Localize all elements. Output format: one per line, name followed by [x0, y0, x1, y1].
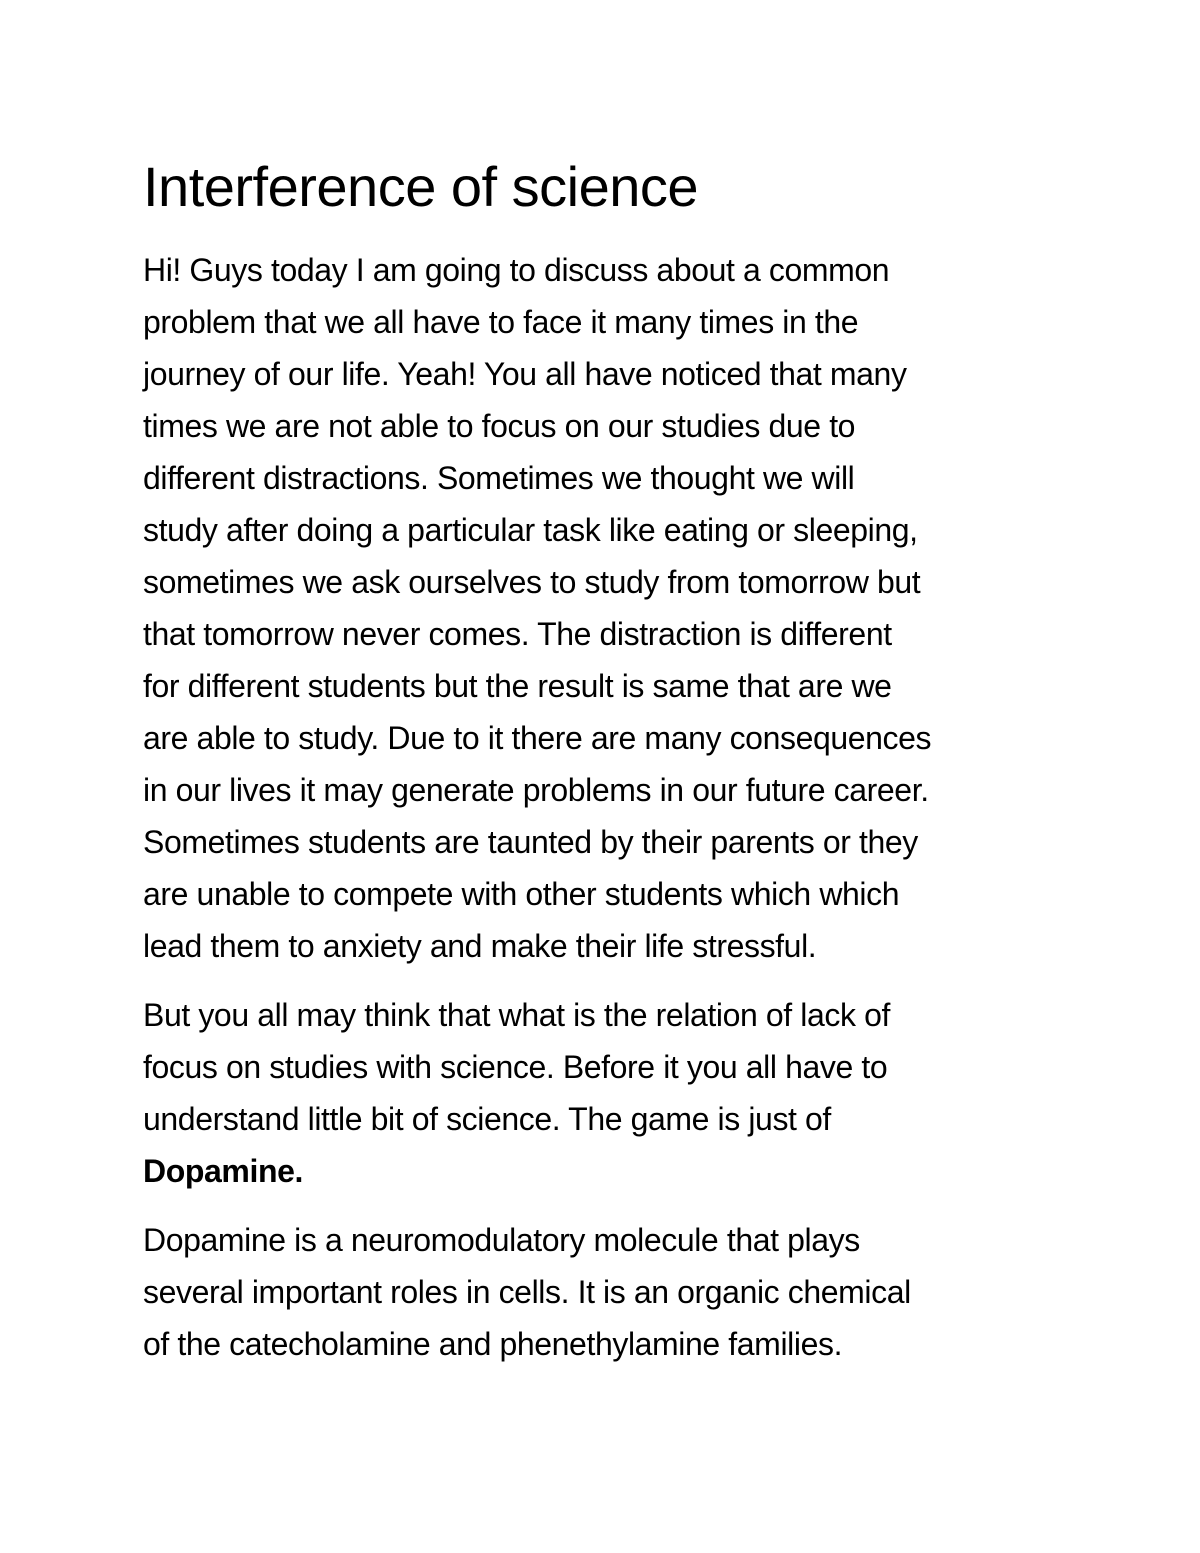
text-line: focus on studies with science. Before it you all have to: [143, 1049, 888, 1085]
text-line: sometimes we ask ourselves to study from tomorrow but: [143, 564, 921, 600]
document-title: Interference of science: [143, 155, 699, 218]
text-line: are able to study. Due to it there are many consequences: [143, 720, 932, 756]
text-line: problem that we all have to face it many times in the: [143, 304, 859, 340]
text-line: several important roles in cells. It is an organic chemical: [143, 1274, 911, 1310]
text-line: of the catecholamine and phenethylamine families.: [143, 1326, 843, 1362]
text-line: Sometimes students are taunted by their parents or they: [143, 824, 918, 860]
text-line: But you all may think that what is the relation of lack of: [143, 997, 890, 1033]
document-body: [143, 152, 1073, 1370]
text-line: different distractions. Sometimes we thought we will: [143, 460, 855, 496]
text-line: that tomorrow never comes. The distraction is different: [143, 616, 892, 652]
paragraph-science: [143, 989, 1073, 1197]
text-line: for different students but the result is same that are we: [143, 668, 892, 704]
bold-keyword: Dopamine.: [143, 1153, 303, 1189]
text-line: in our lives it may generate problems in our future career.: [143, 772, 929, 808]
text-line: understand little bit of science. The game is just of: [143, 1101, 831, 1137]
text-line: lead them to anxiety and make their life stressful.: [143, 928, 817, 964]
paragraph-dopamine: [143, 1214, 1073, 1370]
text-line: journey of our life. Yeah! You all have noticed that many: [143, 356, 907, 392]
paragraph-intro: [143, 244, 1073, 972]
text-line: Dopamine is a neuromodulatory molecule that plays: [143, 1222, 860, 1258]
text-line: Hi! Guys today I am going to discuss about a common: [143, 252, 890, 288]
text-line: study after doing a particular task like eating or sleeping,: [143, 512, 918, 548]
text-line: times we are not able to focus on our studies due to: [143, 408, 856, 444]
text-line: are unable to compete with other students which which: [143, 876, 900, 912]
